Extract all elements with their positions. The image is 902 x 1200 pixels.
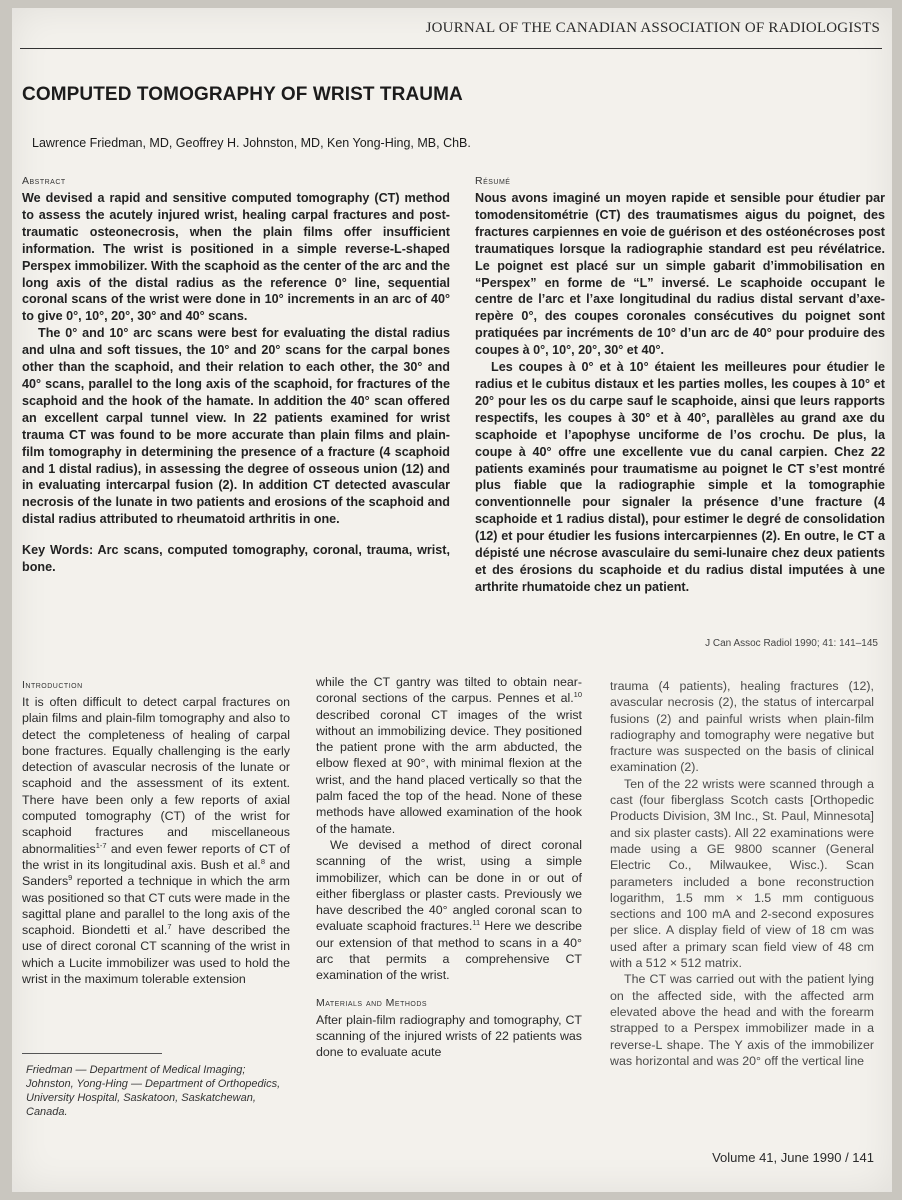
- resume-label: Résumé: [475, 175, 511, 187]
- journal-page: [12, 8, 892, 1192]
- article-authors: Lawrence Friedman, MD, Geoffrey H. Johnston, MD, Ken Yong-Hing, MB, ChB.: [32, 136, 471, 150]
- abstract-french: [475, 174, 885, 596]
- running-head: JOURNAL OF THE CANADIAN ASSOCIATION OF RADIOLOGISTS: [425, 20, 880, 36]
- body-column-1: [22, 674, 290, 987]
- body-paragraph: while the CT gantry was tilted to obtain near-coronal sections of the carpus. Pennes et al.$^{10}$ described coronal CT images of the wrist without an immobilizing device. They positioned the patient prone with the arm abducted, the elbow flexed at 90°, with minimal flexion at the wrist, and the hand placed vertically so that the palm faced the top of the head. None of these methods have allowed examination of the hook of the hamate.: [316, 675, 582, 836]
- footnote-rule: [22, 1053, 162, 1054]
- affiliation-footnote: Friedman — Department of Medical Imaging; Johnston, Yong-Hing — Department of Orthopedics, University Hospital, Saskatoon, Saskatchewan, Canada.: [26, 1064, 281, 1118]
- introduction-paragraph: It is often difficult to detect carpal fractures on plain films and plain-film tomography and also to detect the completeness of healing of carpal bone fractures. Equally challenging is the early detection of avascular necrosis of the lunate or scaphoid and the assessment of its extent. There have been only a few reports of axial computed tomography (CT) of the wrist for scaphoid fractures and miscellaneous abnormalities$^{1-7}$ and even fewer reports of CT of the wrist in its longitudinal axis. Bush et al.$^8$ and Sanders$^9$ reported a technique in which the arm was positioned so that CT cuts were made in the sagittal plane and parallel to the long axis of the scaphoid. Biondetti et al.$^7$ have described the use of direct coronal CT scanning of the wrist in which a Lucite immobilizer was used to hold the wrist in the maximum tolerable extension: [22, 695, 290, 987]
- methods-paragraph: After plain-film radiography and tomography, CT scanning of the injured wrists of 22 patients was done to evaluate acute: [316, 1012, 582, 1060]
- introduction-heading: Introduction: [22, 679, 83, 691]
- abstract-paragraph-1: We devised a rapid and sensitive computed tomography (CT) method to assess the acutely injured wrist, healing carpal fractures and post-traumatic osteonecrosis, when the plain films offer insufficient information. The wrist is positioned in a simple reverse-L-shaped Perspex immobilizer. With the scaphoid as the center of the arc and the long axis of the distal radius as the reference 0° line, sequential coronal scans of the wrist were done in 10° increments in an arc of 40° to give 0°, 10°, 20°, 30° and 40° scans.: [22, 191, 450, 324]
- header-rule: [20, 48, 882, 49]
- resume-paragraph-1: Nous avons imaginé un moyen rapide et sensible pour étudier par tomodensitométrie (CT) des traumatismes aigus du poignet, des fractures carpiennes en voie de guérison et des ostéonécroses post traumatiques lorsque la radiographie standard est peu révélatrice. Le poignet est placé sur un simple gabarit d’immobilisation en “Perspex” en forme de “L” inversé. Le scaphoide occupant le centre de l’arc et l’axe longitudinal du radius distal servant d’axe-repère 0°, des coupes coronales consécutives du poignet sont pratiquées par incréments de 10° d’un arc de 40° pour produire des coupes à 0°, 10°, 20°, 30° et 40°.: [475, 191, 885, 358]
- abstract-paragraph-2: The 0° and 10° arc scans were best for evaluating the distal radius and ulna and soft tissues, the 10° and 20° scans for the carpal bones other than the scaphoid, and their relation to each other, the 30° and 40° scans, parallel to the long axis of the scaphoid, for fractures of the scaphoid and the hook of the hamate. In addition the 40° scan offered an excellent carpal tunnel view. In 22 patients examined for wrist trauma CT was found to be more accurate than plain films and plain-film tomography in determining the presence of a fracture (4 scaphoid and 1 distal radius), in assessing the degree of osseous union (12) and in evaluating intercarpal fusion (2). In addition CT detected avascular necrosis of the lunate in two patients and erosions of the scaphoid and distal radius attributed to rheumatoid arthritis in one.: [22, 326, 450, 527]
- body-paragraph: trauma (4 patients), healing fractures (12), avascular necrosis (2), the status of intercarpal fusions (2) and painful wrists when plain-film radiography and tomography were negative but fracture was suspected on the basis of clinical examination (2).: [610, 679, 874, 775]
- body-paragraph: Ten of the 22 wrists were scanned through a cast (four fiberglass Scotch casts [Orthopedic Products Division, 3M Inc., St. Paul, Minnesota] and six plaster casts). All 22 examinations were made using a GE 9800 scanner (General Electric Co., Milwaukee, Wisc.). Scan parameters included a bone reconstruction logarithm, 1.5 mm × 1.5 mm contiguous sections and 100 mA and 2-second exposures per slice. A display field of view of 18 cm was used after a primary scan field view of 48 cm with a 512 × 512 matrix.: [610, 776, 874, 971]
- abstract-english: [22, 174, 450, 576]
- body-column-2: [316, 674, 582, 1061]
- methods-heading: Materials and Methods: [316, 996, 428, 1009]
- resume-paragraph-2: Les coupes à 0° et à 10° étaient les meilleures pour étudier le radius et le cubitus distaux et les parties molles, les coupes à 10° et 20° pour les os du carpe sauf le scaphoide, ainsi que leurs rapports respectifs, les coupes à 30° et à 40°, parallèles au grand axe du scaphoide et l’apophyse unciforme de l’os crochu. De plus, la coupe à 40° offre une excellente vue du canal carpien. Chez 22 patients examinés pour traumatisme au poignet le CT s’est montré plus fiable que la radiographie simple et la tomographie conventionnelle pour signaler la présence d’une fracture (4 scaphoide et 1 radius distal), pour estimer le degré de consolidation (12) et pour étudier les fusions intercarpiennes (2). En outre, le CT a dépisté une nécrose avasculaire du semi-lunaire chez deux patients et des érosions du scaphoide et du radius distal imputées à une arthrite rhumatoide chez un patient.: [475, 360, 885, 594]
- citation: J Can Assoc Radiol 1990; 41: 141–145: [705, 638, 878, 649]
- body-column-3: [610, 674, 874, 1069]
- body-paragraph: We devised a method of direct coronal scanning of the wrist, using a simple immobilizer, which can be done in or out of either fiberglass or plaster casts. Previously we have described the 40° angled coronal scan to evaluate scaphoid fractures.$^{11}$ Here we describe our extension of that method to scans in a 40° arc that permits a comprehensive CT examination of the wrist.: [316, 837, 582, 983]
- key-words: Key Words: Arc scans, computed tomography, coronal, trauma, wrist, bone.: [22, 543, 450, 575]
- article-title: COMPUTED TOMOGRAPHY OF WRIST TRAUMA: [22, 84, 463, 105]
- page-footer: Volume 41, June 1990 / 141: [712, 1150, 874, 1165]
- body-paragraph: The CT was carried out with the patient lying on the affected side, with the affected arm elevated above the head and with the forearm strapped to a Perspex immobilizer made in a reverse-L shape. The Y axis of the immobilizer was horizontal and was 20° off the vertical line: [610, 972, 874, 1068]
- abstract-label: Abstract: [22, 175, 66, 187]
